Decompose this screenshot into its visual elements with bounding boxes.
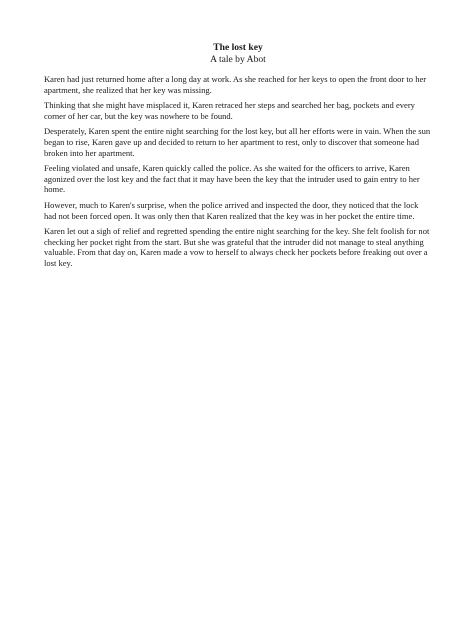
document-title: The lost key <box>213 42 263 53</box>
document-subtitle: A tale by Abot <box>210 54 266 65</box>
paragraph-5: However, much to Karen's surprise, when the police arrived and inspected the door, they noticed that the lock had not been forced open. It was only then that Karen realized that the key was in her pocket the entire time. <box>44 199 419 221</box>
paragraph-3: Desperately, Karen spent the entire night searching for the lost key, but all her efforts were in vain. When the sun began to rise, Karen gave up and decided to return to her apartment to rest, only to discover that someone had broken into her apartment. <box>44 126 431 158</box>
paragraph-4: Feeling violated and unsafe, Karen quickly called the police. As she waited for the officers to arrive, Karen agonized over the lost key and the fact that it may have been the key that the intruder used to gain entry to her home. <box>44 163 420 195</box>
paragraph-6: Karen let out a sigh of relief and regretted spending the entire night searching for the key. She felt foolish for not checking her pocket right from the start. But she was grateful that the intruder did not manage to steal anything valuable. From that day on, Karen made a vow to herself to always check her pockets before freaking out over a lost key. <box>44 226 430 268</box>
paragraph-2: Thinking that she might have misplaced it, Karen retraced her steps and searched her bag, pockets and every corner of her car, but the key was nowhere to be found. <box>44 100 415 121</box>
paragraph-1: Karen had just returned home after a long day at work. As she reached for her keys to open the front door to her apartment, she realized that her key was missing. <box>44 74 427 95</box>
